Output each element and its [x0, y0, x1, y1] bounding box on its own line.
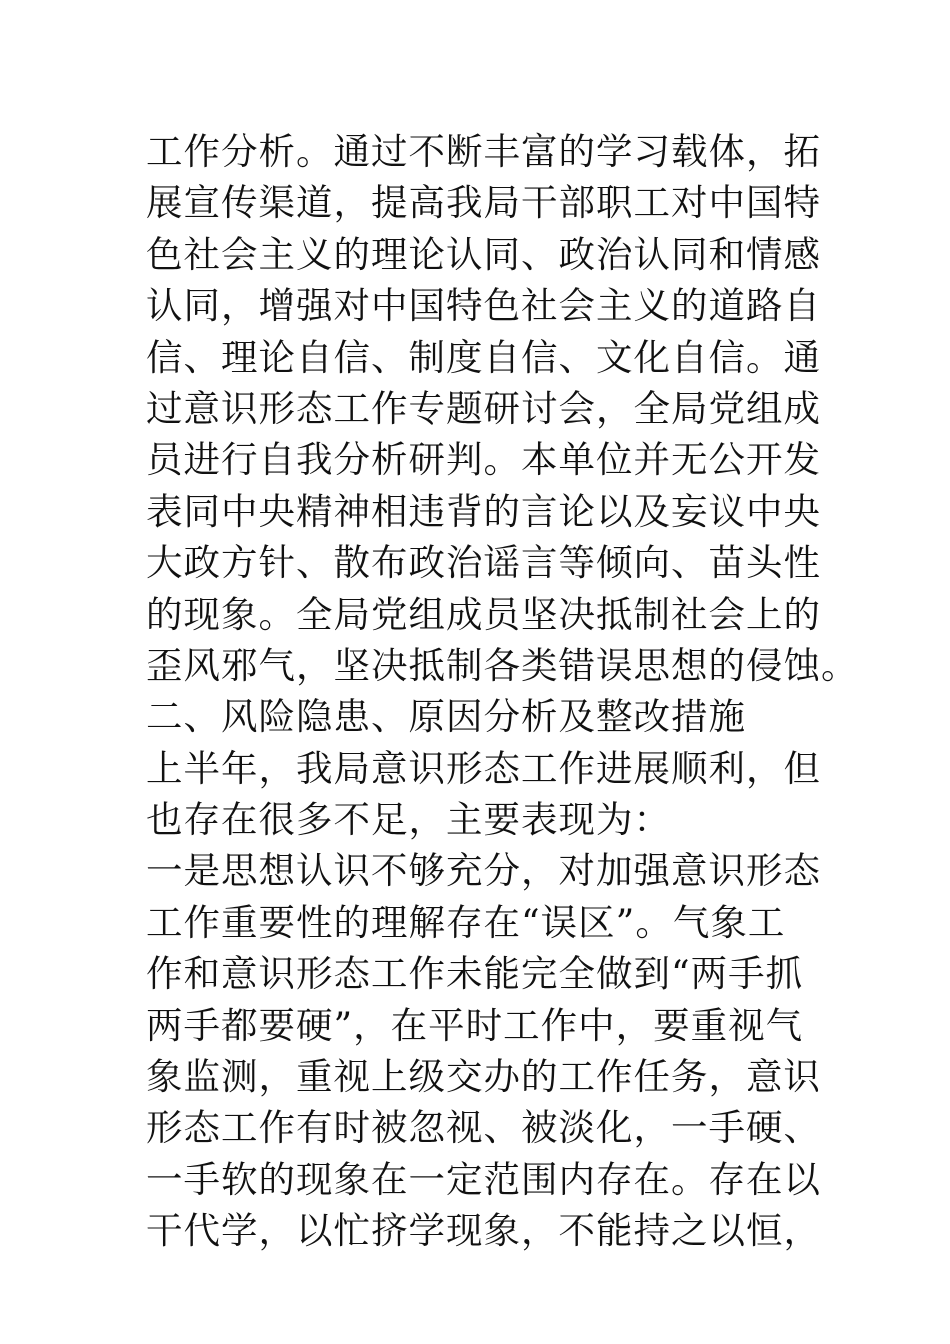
text-line: 的现象。全局党组成员坚决抵制社会上的: [146, 592, 821, 636]
text-line: 表同中央精神相违背的言论以及妄议中央: [146, 489, 821, 533]
text-line: 大政方针、散布政治谣言等倾向、苗头性: [146, 541, 821, 585]
text-line: 上半年，我局意识形态工作进展顺利，但: [146, 746, 821, 790]
text-line: 展宣传渠道，提高我局干部职工对中国特: [146, 181, 821, 225]
text-line: 两手都要硬”，在平时工作中，要重视气: [146, 1003, 804, 1047]
text-line: 工作重要性的理解存在“误区”。气象工: [146, 900, 786, 944]
text-line: 员进行自我分析研判。本单位并无公开发: [146, 438, 821, 482]
text-line: 歪风邪气，坚决抵制各类错误思想的侵蚀。: [146, 643, 859, 687]
text-line: 也存在很多不足，主要表现为：: [146, 798, 671, 842]
text-line: 信、理论自信、制度自信、文化自信。通: [146, 335, 821, 379]
text-line: 形态工作有时被忽视、被淡化，一手硬、: [146, 1106, 821, 1150]
text-line: 工作分析。通过不断丰富的学习载体，拓: [146, 130, 821, 173]
text-line: 色社会主义的理论认同、政治认同和情感: [146, 232, 821, 276]
text-line: 象监测，重视上级交办的工作任务，意识: [146, 1055, 821, 1099]
text-line: 过意识形态工作专题研讨会，全局党组成: [146, 386, 821, 430]
text-line: 一手软的现象在一定范围内存在。存在以: [146, 1157, 821, 1201]
text-line: 一是思想认识不够充分，对加强意识形态: [146, 849, 821, 893]
text-line: 认同，增强对中国特色社会主义的道路自: [146, 284, 821, 328]
section-heading: 二、风险隐患、原因分析及整改措施: [146, 695, 746, 739]
text-line: 干代学，以忙挤学现象，不能持之以恒，: [146, 1209, 821, 1253]
text-line: 作和意识形态工作未能完全做到“两手抓: [146, 952, 804, 996]
body-text: [146, 126, 859, 1257]
